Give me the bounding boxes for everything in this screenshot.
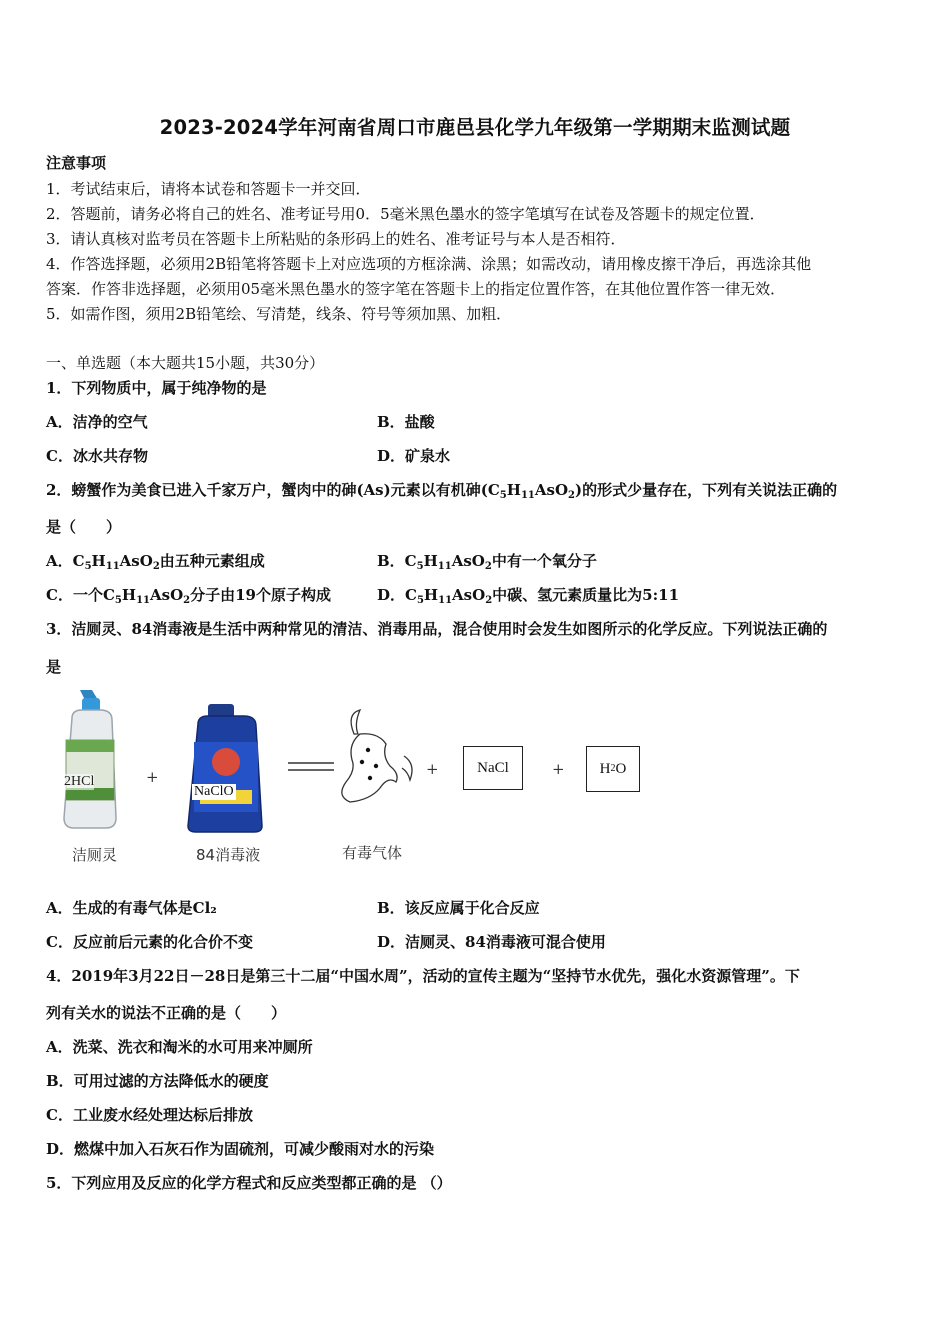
q4-option-d: D．燃煤中加入石灰石作为固硫剂，可减少酸雨对水的污染 [46,1140,435,1158]
notice-item: 1．考试结束后，请将本试卷和答题卡一并交回． [46,180,371,198]
q2-option-a: A．$C_5H_{11}AsO_2$由五种元素组成 [46,552,265,572]
question-2-stem: 2．螃蟹作为美食已进入千家万户，蟹肉中的砷(As)元素以有机砷$(C_5H_{11}AsO_2)$的形式少量存在，下列有关说法正确的 [46,481,838,501]
notice-item: 3．请认真核对监考员在答题卡上所粘贴的条形码上的姓名、准考证号与本人是否相符． [46,230,626,248]
toxic-gas-cloud-image [330,704,422,810]
q1-option-b: B．盐酸 [377,413,435,431]
notice-item: 4．作答选择题，必须用2B铅笔将答题卡上对应选项的方框涂满、涂黑；如需改动，请用橡皮擦干净后，再选涂其他 [46,255,812,273]
q2-option-c: C．一个$C_5H_{11}AsO_2$分子由19个原子构成 [46,586,331,606]
plus-sign: + [426,760,439,778]
equals-sign [288,760,336,774]
q3-option-a: A．生成的有毒气体是Cl₂ [46,899,217,917]
q2-option-d: D．$C_5H_{11}AsO_2$中碳、氢元素质量比为5:11 [377,586,680,606]
plus-sign: + [552,760,565,778]
question-3-stem: 3．洁厕灵、84消毒液是生活中两种常见的清洁、消毒用品，混合使用时会发生如图所示的化学反应。下列说法正确的 [46,620,828,638]
bottle2-caption: 84消毒液 [196,846,261,864]
page-title: 2023-2024学年河南省周口市鹿邑县化学九年级第一学期期末监测试题 [159,116,791,139]
question-5-stem: 5．下列应用及反应的化学方程式和反应类型都正确的是 （） [46,1174,452,1192]
q1-option-d: D．矿泉水 [377,447,451,465]
question-2-stem-line2: 是（ ） [46,518,122,536]
bottle2-formula: NaClO [194,784,234,799]
product-nacl-box: NaCl [463,746,523,790]
question-4-stem-line2: 列有关水的说法不正确的是（ ） [46,1004,287,1022]
q1-option-a: A．洁净的空气 [46,413,148,431]
q4-option-a: A．洗菜、洗衣和淘米的水可用来冲厕所 [46,1038,313,1056]
q3-option-d: D．洁厕灵、84消毒液可混合使用 [377,933,606,951]
q1-option-c: C．冰水共存物 [46,447,148,465]
question-4-stem: 4．2019年3月22日－28日是第三十二届“中国水周”，活动的宣传主题为“坚持节水优先，强化水资源管理”。下 [46,967,800,985]
section-heading: 一、单选题（本大题共15小题，共30分） [46,354,325,372]
notice-item: 2．答题前，请务必将自己的姓名、准考证号用0．5毫米黑色墨水的签字笔填写在试卷及答题卡的规定位置． [46,205,765,223]
q2-option-b: B．$C_5H_{11}AsO_2$中有一个氧分子 [377,552,597,572]
q3-option-b: B．该反应属于化合反应 [377,899,540,917]
notice-item: 答案．作答非选择题，必须用05毫米黑色墨水的签字笔在答题卡上的指定位置作答，在其他位置作答一律无效． [46,280,786,298]
notice-item: 5．如需作图，须用2B铅笔绘、写清楚，线条、符号等须加黑、加粗． [46,305,512,323]
plus-sign: + [146,768,159,786]
q4-option-b: B．可用过滤的方法降低水的硬度 [46,1072,269,1090]
notice-heading: 注意事项 [46,154,107,172]
toilet-cleaner-bottle-image [58,688,122,833]
bottle1-caption: 洁厕灵 [72,846,118,864]
disinfectant-bottle-image [186,702,268,834]
bottle1-formula: 2HCl [64,774,95,789]
product-water-box: H 2 O [586,746,640,792]
q4-option-c: C．工业废水经处理达标后排放 [46,1106,253,1124]
gas-caption: 有毒气体 [342,844,403,862]
reaction-figure [46,688,666,868]
question-1-stem: 1．下列物质中，属于纯净物的是 [46,379,267,397]
question-3-stem-line2: 是 [46,658,62,676]
q3-option-c: C．反应前后元素的化合价不变 [46,933,253,951]
